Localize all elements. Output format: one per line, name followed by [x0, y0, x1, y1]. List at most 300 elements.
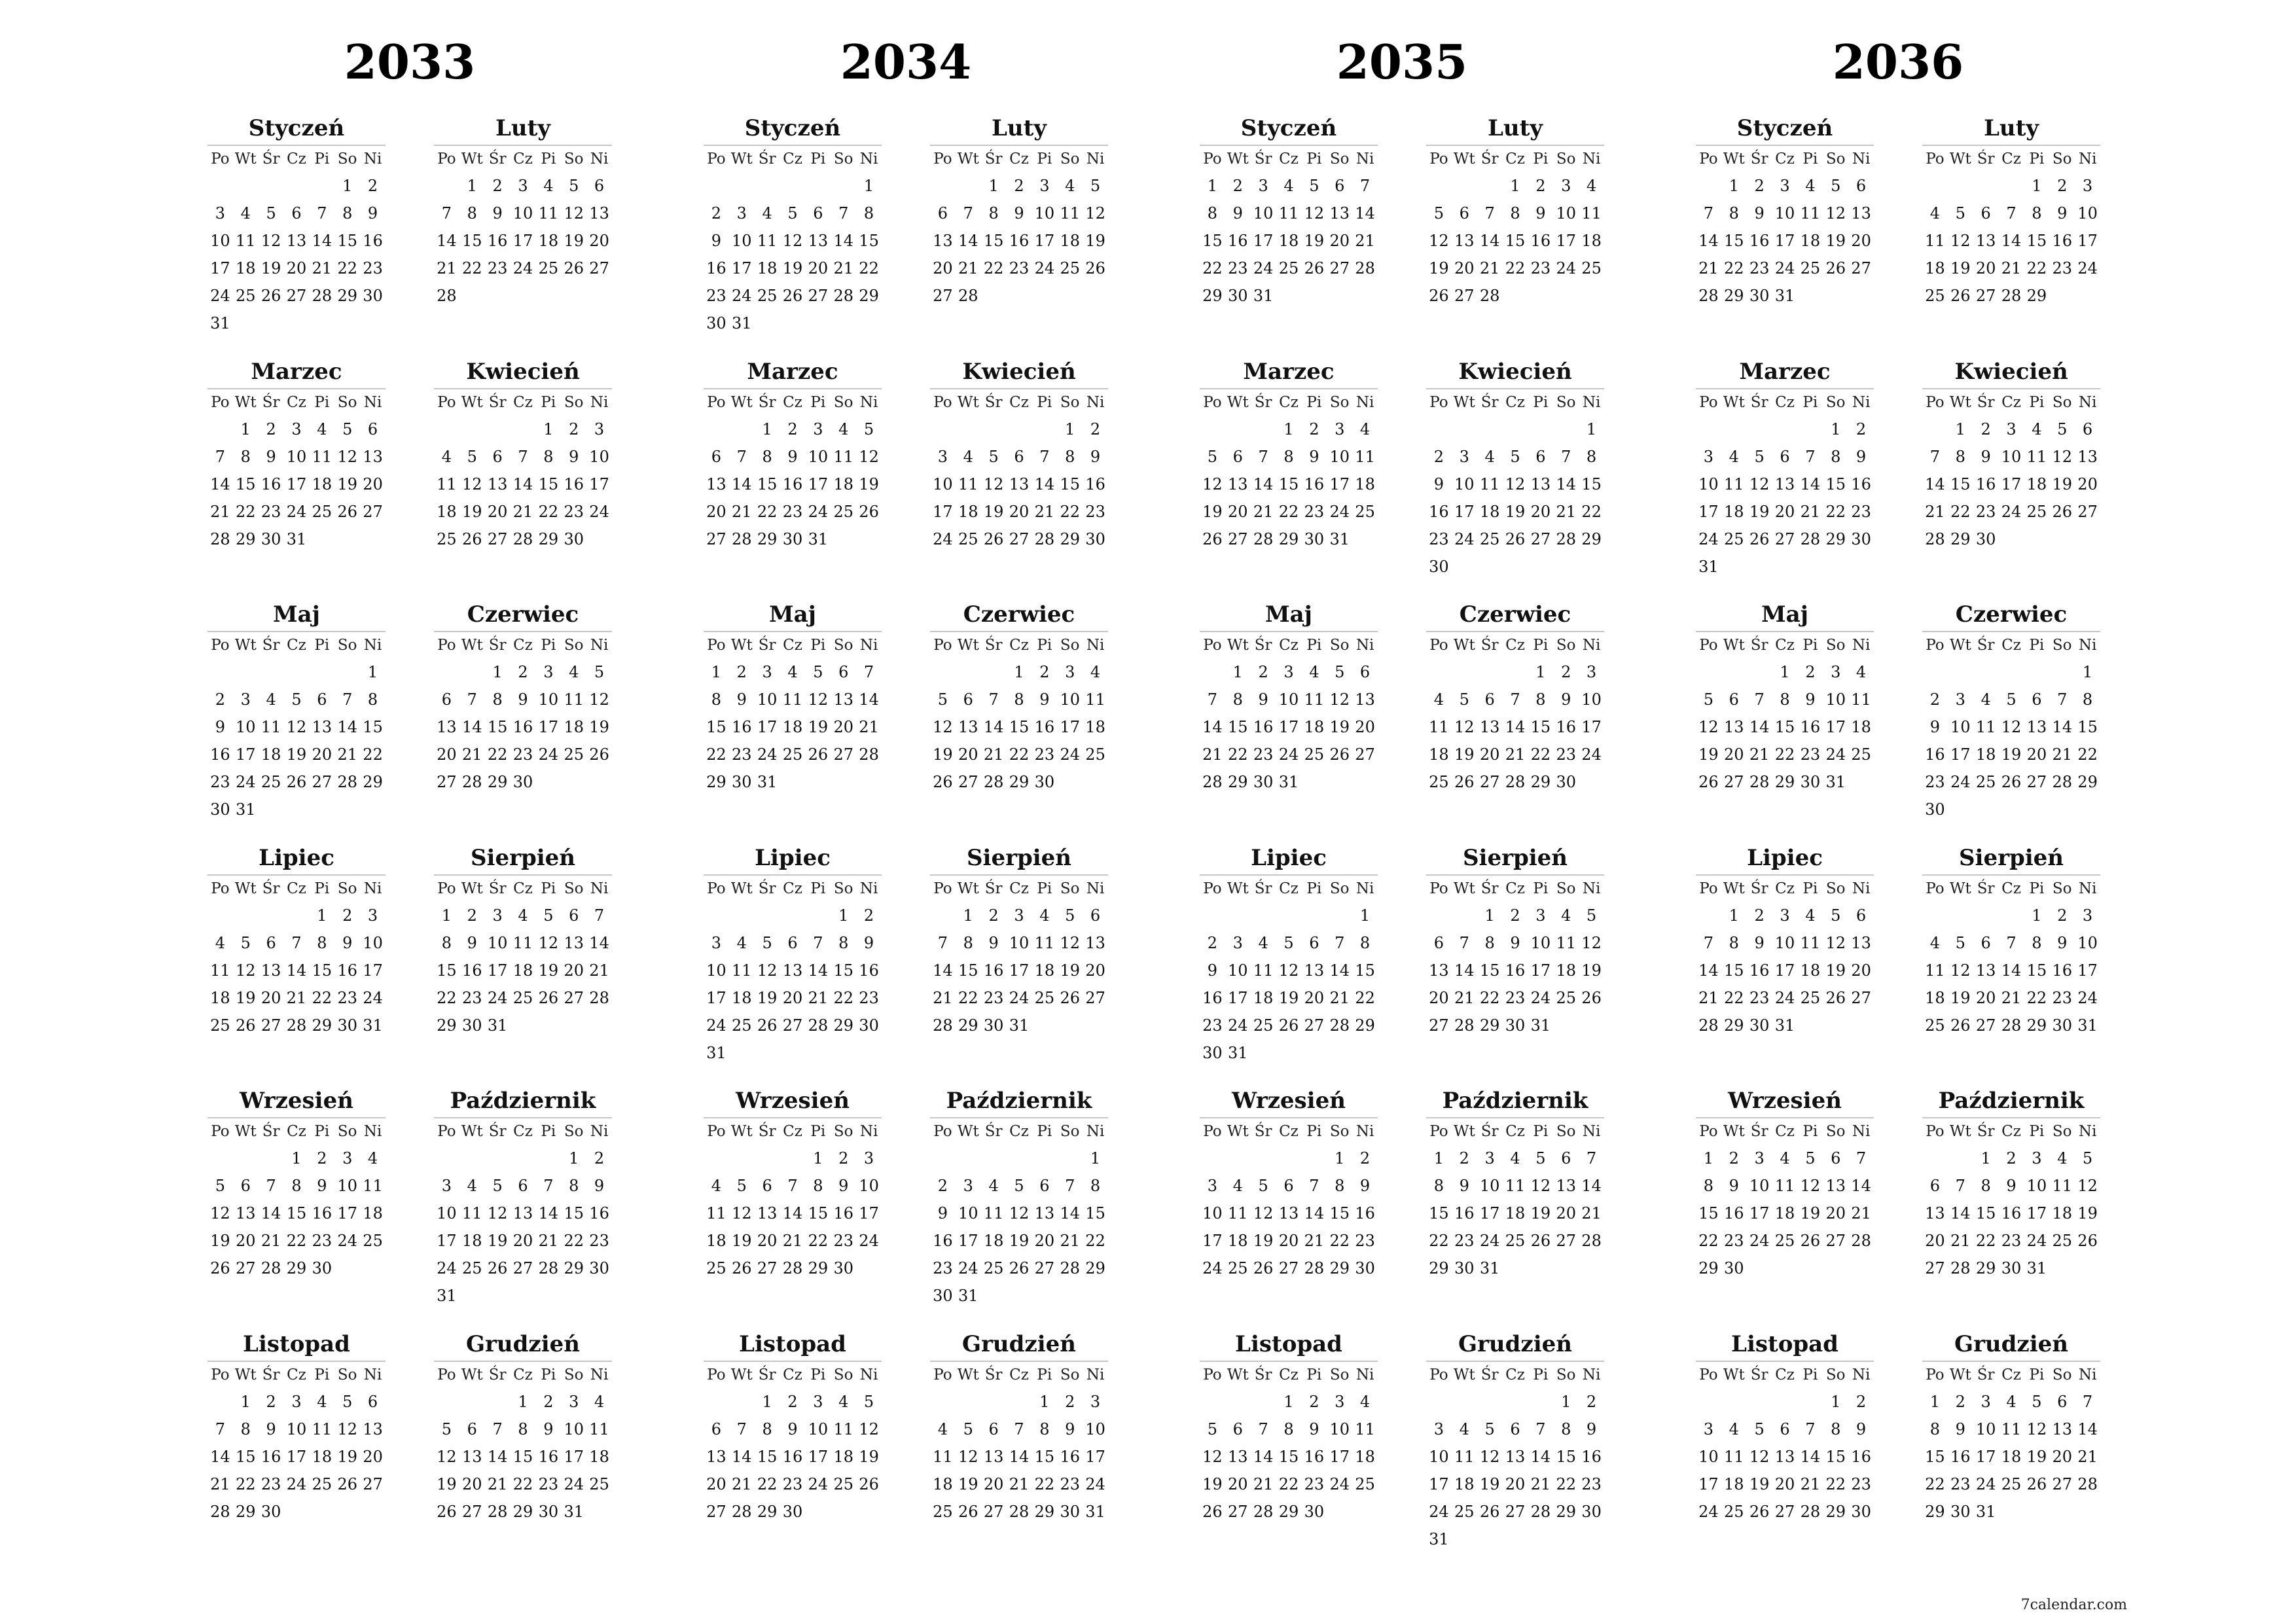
- day-cell-empty: [956, 658, 981, 686]
- day-cell: 23: [487, 259, 508, 277]
- month-block: [1426, 1328, 1604, 1571]
- week-row: [1696, 172, 1874, 200]
- day-cell: 26: [1253, 1259, 1274, 1277]
- day-cell: 14: [462, 718, 482, 736]
- day-cell: 22: [2026, 988, 2047, 1007]
- month-block: [207, 112, 386, 355]
- day-cell: 23: [1851, 502, 1871, 521]
- day-cell-empty: [956, 1145, 981, 1172]
- day-cell: 10: [1950, 718, 1971, 736]
- day-cell-empty: [434, 1145, 459, 1172]
- week-row: [1200, 1255, 1378, 1282]
- weekday-label: Po: [1429, 1123, 1448, 1140]
- day-cell: 13: [933, 232, 953, 250]
- weekday-header: [1200, 874, 1378, 902]
- week-row: [1200, 200, 1378, 227]
- day-cell: 13: [1851, 933, 1871, 952]
- day-cell: 29: [1950, 529, 1971, 548]
- weekday-label: Wt: [234, 637, 257, 654]
- month-name: Marzec: [1243, 358, 1335, 385]
- month-block: [1200, 1084, 1378, 1328]
- month-name: Kwiecień: [466, 358, 580, 385]
- day-cell: 5: [1258, 1177, 1268, 1195]
- day-cell-empty: [434, 658, 459, 686]
- day-cell: 27: [1556, 1232, 1576, 1250]
- weekday-label: Śr: [1254, 1366, 1272, 1383]
- day-cell: 23: [1556, 745, 1576, 764]
- day-cell: 12: [210, 1204, 230, 1222]
- day-cell: 15: [487, 718, 508, 736]
- weekday-label: Śr: [1480, 1123, 1499, 1140]
- day-cell: 11: [833, 1419, 853, 1438]
- day-cell: 4: [838, 1392, 849, 1411]
- day-cell: 11: [782, 690, 803, 709]
- week-row: [704, 1145, 882, 1172]
- day-cell: 2: [1955, 1392, 1965, 1411]
- week-row: [207, 658, 386, 686]
- day-cell-empty: [207, 1145, 233, 1172]
- day-cell: 25: [1034, 988, 1055, 1007]
- weekday-label: Śr: [1254, 637, 1272, 654]
- weekday-label: Pi: [810, 637, 826, 654]
- day-cell: 3: [1433, 1419, 1444, 1438]
- weekday-label: Wt: [461, 880, 483, 897]
- day-cell: 28: [1202, 773, 1223, 791]
- day-cell: 26: [337, 502, 357, 521]
- weekday-label: Cz: [1009, 637, 1029, 654]
- day-cell: 15: [1429, 1204, 1449, 1222]
- week-row: [1426, 768, 1604, 796]
- day-cell: 2: [1090, 419, 1101, 438]
- day-cell: 1: [518, 1392, 528, 1411]
- day-cell-empty: [1797, 416, 1823, 443]
- day-cell: 21: [1800, 1474, 1821, 1493]
- day-cell-empty: [207, 416, 233, 443]
- day-cell-empty: [956, 1388, 981, 1416]
- day-cell: 20: [2077, 474, 2098, 493]
- day-cell: 4: [1232, 1177, 1243, 1195]
- day-cell: 26: [236, 1016, 256, 1035]
- day-cell: 27: [1530, 529, 1551, 548]
- weekday-label: Śr: [1254, 393, 1272, 411]
- day-cell: 9: [1433, 474, 1444, 493]
- day-cell: 9: [1065, 1419, 1075, 1438]
- day-cell: 7: [1459, 933, 1469, 952]
- day-cell: 17: [210, 259, 230, 277]
- day-cell: 30: [462, 1016, 482, 1035]
- day-cell: 17: [286, 1447, 307, 1466]
- week-row: [1200, 172, 1378, 200]
- day-cell: 11: [1253, 961, 1274, 980]
- weekday-label: Pi: [1306, 1366, 1322, 1383]
- week-row: [704, 957, 882, 984]
- day-cell: 20: [564, 961, 584, 980]
- day-cell: 1: [1981, 1149, 1991, 1168]
- day-cell: 1: [492, 663, 503, 681]
- day-cell: 20: [512, 1232, 533, 1250]
- day-cell: 25: [2026, 502, 2047, 521]
- day-cell: 1: [291, 1149, 302, 1168]
- day-cell: 14: [1698, 961, 1719, 980]
- weekday-label: Śr: [1254, 880, 1272, 897]
- day-cell: 28: [437, 287, 457, 305]
- day-cell: 17: [757, 718, 778, 736]
- day-cell: 27: [1329, 259, 1350, 277]
- day-cell: 3: [1981, 1392, 1991, 1411]
- weekday-label: So: [1825, 637, 1846, 654]
- day-cell: 3: [518, 177, 528, 195]
- day-cell: 23: [1800, 745, 1821, 764]
- day-cell: 15: [564, 1204, 584, 1222]
- day-cell: 29: [958, 1016, 978, 1035]
- weekday-label: Cz: [287, 1123, 306, 1140]
- day-cell: 11: [1034, 933, 1055, 952]
- day-cell: 20: [589, 232, 609, 250]
- day-cell: 27: [260, 1016, 281, 1035]
- weekday-header: [704, 388, 882, 416]
- day-cell: 14: [1454, 961, 1475, 980]
- day-cell: 7: [342, 690, 353, 709]
- day-cell: 2: [1433, 447, 1444, 466]
- day-cell: 4: [467, 1177, 477, 1195]
- day-cell: 29: [363, 773, 383, 791]
- month-block: [930, 598, 1108, 842]
- month-block: [1922, 1084, 2100, 1328]
- day-cell: 13: [1975, 961, 1996, 980]
- months-grid: [207, 112, 612, 1571]
- week-row: [1696, 658, 1874, 686]
- day-cell: 18: [933, 1474, 953, 1493]
- day-cell: 19: [1202, 502, 1223, 521]
- week-row: [1426, 1145, 1604, 1172]
- day-cell: 17: [589, 474, 609, 493]
- weekday-header: [704, 874, 882, 902]
- day-cell: 7: [1805, 447, 1816, 466]
- day-cell: 6: [240, 1177, 251, 1195]
- day-cell: 25: [1228, 1259, 1248, 1277]
- weekday-label: Ni: [1852, 151, 1871, 168]
- day-cell: 6: [1232, 447, 1243, 466]
- day-cell: 27: [1034, 1259, 1055, 1277]
- day-cell-empty: [207, 172, 233, 200]
- day-cell: 26: [933, 773, 953, 791]
- day-cell: 23: [462, 988, 482, 1007]
- day-cell: 2: [937, 1177, 948, 1195]
- day-cell: 18: [1355, 1447, 1375, 1466]
- day-cell: 28: [286, 1016, 307, 1035]
- year-title: 2033: [344, 34, 476, 90]
- day-cell: 31: [363, 1016, 383, 1035]
- day-cell: 13: [2052, 1419, 2072, 1438]
- day-cell: 9: [569, 447, 579, 466]
- day-cell: 20: [782, 988, 803, 1007]
- day-cell: 2: [2057, 906, 2068, 925]
- month-block: [1200, 112, 1378, 355]
- weekday-label: Pi: [2029, 1123, 2045, 1140]
- day-cell: 12: [782, 232, 803, 250]
- weekday-label: Pi: [1533, 393, 1549, 411]
- day-cell: 21: [286, 988, 307, 1007]
- day-cell: 21: [1556, 502, 1576, 521]
- day-cell: 13: [512, 1204, 533, 1222]
- month-name: Maj: [273, 601, 320, 628]
- day-cell: 5: [1535, 1149, 1546, 1168]
- month-block: [207, 842, 386, 1085]
- weekday-label: So: [1060, 151, 1080, 168]
- week-row: [207, 282, 386, 310]
- day-cell: 5: [1955, 204, 1965, 223]
- day-cell: 10: [512, 204, 533, 223]
- day-cell-empty: [956, 416, 981, 443]
- day-cell: 5: [1207, 447, 1218, 466]
- day-cell: 11: [1304, 690, 1325, 709]
- week-row: [1696, 416, 1874, 443]
- week-row: [1200, 1039, 1378, 1067]
- weekday-label: So: [337, 1366, 357, 1383]
- day-cell: 22: [1530, 745, 1551, 764]
- day-cell: 4: [963, 447, 973, 466]
- day-cell: 11: [462, 1204, 482, 1222]
- day-cell: 27: [1009, 529, 1030, 548]
- week-row: [930, 526, 1108, 553]
- day-cell: 5: [1754, 447, 1765, 466]
- weekday-label: Pi: [314, 151, 330, 168]
- weekday-label: Ni: [859, 393, 878, 411]
- day-cell: 13: [1925, 1204, 1945, 1222]
- day-cell: 23: [1304, 1474, 1325, 1493]
- week-row: [1922, 768, 2100, 796]
- day-cell: 27: [1454, 287, 1475, 305]
- day-cell-empty: [930, 658, 956, 686]
- day-cell: 12: [1800, 1177, 1821, 1195]
- day-cell: 15: [757, 474, 778, 493]
- weekday-label: Po: [933, 1123, 952, 1140]
- day-cell: 18: [1724, 1474, 1744, 1493]
- day-cell: 7: [787, 1177, 798, 1195]
- day-cell: 16: [706, 259, 726, 277]
- day-cell: 29: [1724, 1016, 1744, 1035]
- day-cell: 13: [1009, 474, 1030, 493]
- week-row: [704, 1172, 882, 1200]
- day-cell: 18: [706, 1232, 726, 1250]
- day-cell: 21: [1009, 1474, 1030, 1493]
- day-cell: 2: [1309, 419, 1319, 438]
- day-cell: 14: [1329, 961, 1350, 980]
- day-cell: 4: [1929, 933, 1941, 952]
- day-cell: 26: [1749, 1502, 1770, 1521]
- weekday-label: Śr: [488, 880, 507, 897]
- day-cell: 25: [1774, 1232, 1795, 1250]
- day-cell: 16: [260, 1447, 281, 1466]
- day-cell: 24: [1454, 529, 1475, 548]
- day-cell: 22: [1825, 1474, 1846, 1493]
- weekday-header: [1922, 874, 2100, 902]
- weekday-label: Cz: [2001, 393, 2021, 411]
- day-cell: 19: [437, 1474, 457, 1493]
- day-cell: 23: [1202, 1016, 1223, 1035]
- day-cell: 2: [266, 419, 276, 438]
- day-cell: 26: [859, 502, 879, 521]
- weekday-label: So: [2052, 1123, 2072, 1140]
- day-cell: 16: [1851, 474, 1871, 493]
- week-row: [1696, 1255, 1874, 1282]
- day-cell: 11: [2026, 447, 2047, 466]
- day-cell: 17: [859, 1204, 879, 1222]
- site-credit: 7calendar.com: [2020, 1597, 2127, 1613]
- day-cell: 22: [462, 259, 482, 277]
- week-row: [930, 255, 1108, 282]
- day-cell: 5: [1831, 906, 1841, 925]
- day-cell: 16: [312, 1204, 332, 1222]
- day-cell-empty: [981, 416, 1007, 443]
- day-cell: 29: [312, 1016, 332, 1035]
- weekday-label: Ni: [363, 1123, 382, 1140]
- weekday-label: Pi: [541, 151, 556, 168]
- weekday-label: Pi: [1306, 1123, 1322, 1140]
- day-cell: 10: [1698, 474, 1719, 493]
- day-cell: 20: [706, 1474, 726, 1493]
- week-row: [1696, 902, 1874, 929]
- day-cell: 13: [1975, 232, 1996, 250]
- weekday-label: Śr: [262, 880, 280, 897]
- day-cell: 4: [1729, 1419, 1739, 1438]
- weekday-label: Pi: [541, 880, 556, 897]
- day-cell-empty: [1426, 172, 1452, 200]
- day-cell: 28: [1329, 1016, 1350, 1035]
- day-cell: 18: [1851, 718, 1871, 736]
- day-cell: 10: [732, 232, 752, 250]
- week-row: [434, 984, 612, 1012]
- day-cell: 23: [1355, 1232, 1375, 1250]
- month-block: [1696, 1328, 1874, 1571]
- day-cell: 28: [1530, 1502, 1551, 1521]
- day-cell-empty: [1999, 658, 2024, 686]
- day-cell-empty: [511, 1145, 536, 1172]
- day-cell: 30: [1925, 800, 1945, 819]
- month-block: [434, 598, 612, 842]
- day-cell: 26: [782, 287, 803, 305]
- day-cell: 8: [291, 1177, 302, 1195]
- day-cell: 13: [487, 474, 508, 493]
- day-cell: 15: [1060, 474, 1080, 493]
- months-grid: [1200, 112, 1604, 1571]
- day-cell-empty: [233, 902, 259, 929]
- day-cell: 30: [933, 1287, 953, 1305]
- month-name: Marzec: [251, 358, 342, 385]
- day-cell: 7: [441, 204, 452, 223]
- weekday-label: Cz: [1009, 151, 1029, 168]
- day-cell: 14: [1556, 474, 1576, 493]
- week-row: [704, 741, 882, 768]
- day-cell: 8: [1484, 933, 1495, 952]
- day-cell: 1: [1831, 1392, 1841, 1411]
- weekday-label: Ni: [1852, 393, 1871, 411]
- day-cell: 4: [1856, 663, 1867, 681]
- day-cell: 28: [1355, 259, 1375, 277]
- day-cell: 20: [1774, 502, 1795, 521]
- day-cell-empty: [1503, 658, 1528, 686]
- day-cell: 28: [859, 745, 879, 764]
- week-row: [930, 1282, 1108, 1310]
- day-cell: 30: [1454, 1259, 1475, 1277]
- weekday-label: Po: [1429, 880, 1448, 897]
- day-cell: 9: [1729, 1177, 1739, 1195]
- day-cell: 26: [564, 259, 584, 277]
- day-cell: 9: [787, 1419, 798, 1438]
- day-cell: 27: [983, 1502, 1004, 1521]
- day-cell: 2: [787, 419, 798, 438]
- day-cell: 23: [1975, 502, 1996, 521]
- day-cell: 24: [2001, 502, 2022, 521]
- weekday-label: Wt: [461, 151, 483, 168]
- weekday-label: Pi: [314, 880, 330, 897]
- weekday-label: Śr: [984, 637, 1003, 654]
- day-cell: 13: [1085, 933, 1105, 952]
- weekday-label: Ni: [590, 880, 609, 897]
- week-row: [1922, 1200, 2100, 1227]
- day-cell: 14: [1950, 1204, 1971, 1222]
- day-cell: 25: [462, 1259, 482, 1277]
- weekday-label: Ni: [1086, 151, 1105, 168]
- weekday-header: [1922, 1361, 2100, 1388]
- day-cell: 11: [512, 933, 533, 952]
- day-cell: 23: [337, 988, 357, 1007]
- day-cell: 14: [286, 961, 307, 980]
- month-block: [1696, 112, 1874, 355]
- weekday-label: Wt: [1723, 151, 1745, 168]
- month-name: Wrzesień: [736, 1088, 850, 1114]
- week-row: [1696, 498, 1874, 526]
- year-block: [1696, 26, 2100, 1571]
- week-row: [1696, 1443, 1874, 1471]
- day-cell: 28: [1800, 529, 1821, 548]
- day-cell: 27: [2026, 773, 2047, 791]
- month-name: Luty: [1983, 115, 2039, 141]
- day-cell: 14: [1505, 718, 1526, 736]
- weekday-label: Po: [211, 880, 230, 897]
- week-row: [704, 1255, 882, 1282]
- day-cell: 21: [2001, 988, 2022, 1007]
- week-row: [207, 1012, 386, 1039]
- day-cell: 5: [1335, 663, 1345, 681]
- day-cell: 16: [1749, 961, 1770, 980]
- day-cell: 1: [1090, 1149, 1101, 1168]
- day-cell: 4: [2057, 1149, 2068, 1168]
- day-cell: 11: [2001, 1419, 2022, 1438]
- week-row: [1426, 1227, 1604, 1255]
- weekday-header: [704, 145, 882, 172]
- day-cell: 4: [1510, 1149, 1520, 1168]
- day-cell: 19: [1454, 745, 1475, 764]
- weekday-label: Pi: [541, 393, 556, 411]
- weekday-label: Ni: [1852, 1123, 1871, 1140]
- day-cell: 18: [1800, 961, 1821, 980]
- day-cell-empty: [780, 172, 806, 200]
- day-cell: 7: [1929, 447, 1941, 466]
- day-cell: 8: [1510, 204, 1520, 223]
- day-cell: 30: [782, 529, 803, 548]
- day-cell: 30: [260, 529, 281, 548]
- day-cell: 30: [210, 800, 230, 819]
- day-cell: 23: [1950, 1474, 1971, 1493]
- week-row: [930, 1012, 1108, 1039]
- week-row: [704, 658, 882, 686]
- day-cell: 15: [286, 1204, 307, 1222]
- week-row: [1200, 957, 1378, 984]
- day-cell: 8: [1831, 447, 1841, 466]
- day-cell-empty: [729, 1388, 755, 1416]
- day-cell: 18: [1060, 232, 1080, 250]
